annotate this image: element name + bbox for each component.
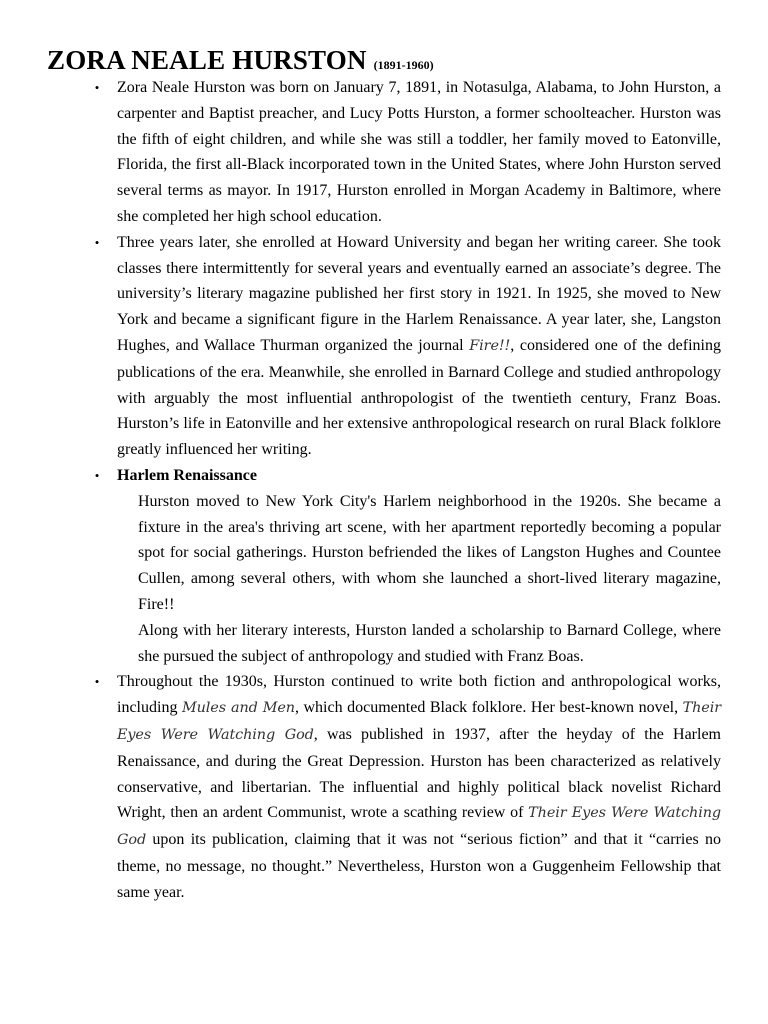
section-paragraph-1: Hurston moved to New York City's Harlem neighborhood in the 1920s. She became a fixture in the area's thriving art scene, with her apartment reportedly becoming a popular spot for social gatherings. Hurston befriended the likes of Langston Hughes and Countee Cullen, among several others, with whom she launched a short-lived literary magazine, Fire!! [138,492,721,613]
item-text: , considered one of the defining publications of the era. Meanwhile, she enrolled in Barnard College and studied anthropology with arguably the most influential anthropologist of the twentieth century, Franz Boas. Hurston’s life in Eatonville and her extensive anthropological research on rural Black folklore greatly influenced her writing. [117,336,722,459]
title-text: ZORA NEALE HURSTON [47,45,367,75]
list-item-birth [94,75,721,230]
section-paragraph-2: Along with her literary interests, Hurston landed a scholarship to Barnard College, where she pursued the subject of anthropology and studied with Franz Boas. [138,621,721,665]
italic-title-fire: Fire!! [469,337,511,354]
item-text: Throughout the 1930s, Hurston continued to write both fiction and anthropological works, including [117,673,721,717]
item-text: , which documented Black folklore. Her best-known novel, [294,699,683,717]
title-years: (1891-1960) [373,58,434,72]
bullet-icon: • [94,674,100,690]
italic-title-their-eyes: Their Eyes Were Watching God [117,805,721,849]
item-text: Three years later, she enrolled at Howard University and began her writing career. She took classes there intermittently for several years and eventually earned an associate’s degree. The university’s literary magazine published her first story in 1921. In 1925, she moved to New York and became a significant figure in the Harlem Renaissance. A year later, she, Langston Hughes, and Wallace Thurman organized the journal [117,233,721,354]
italic-title-mules-and-men: Mules and Men [181,700,295,717]
bullet-icon: • [94,234,100,250]
item-text: , was published in 1937, after the heyday of the Harlem Renaissance, and during the Great Depression. Hurston has been characterized as relatively conservative, and libertarian. The influential and highly political black novelist Richard Wright, then an ardent Communist, wrote a scathing review of [117,725,721,822]
bullet-icon: • [94,467,100,483]
list-item-education [94,230,722,463]
item-text: upon its publication, claiming that it was not “serious fiction” and that it “carries no theme, no message, no thought.” Nevertheless, Hurston won a Guggenheim Fellowship that same year. [117,831,721,901]
italic-title-their-eyes: Their Eyes Were Watching God [117,700,722,743]
bullet-icon: • [94,80,100,95]
section-heading: Harlem Renaissance [117,466,257,484]
list-item-1930s-works [94,669,722,905]
list-item-harlem-renaissance [94,463,721,669]
item-text: Zora Neale Hurston was born on January 7, 1891, in Notasulga, Alabama, to John Hurston, a carpenter and Baptist preacher, and Lucy Potts Hurston, a former schoolteacher. Hurston was the fifth of eight children, and while she was still a toddler, her family moved to Eatonville, Florida, the first all-Black incorporated town in the United States, where John Hurston served several terms as mayor. In 1917, Hurston enrolled in Morgan Academy in Baltimore, where she completed her high school education. [117,79,721,225]
bullet-list [94,75,722,906]
